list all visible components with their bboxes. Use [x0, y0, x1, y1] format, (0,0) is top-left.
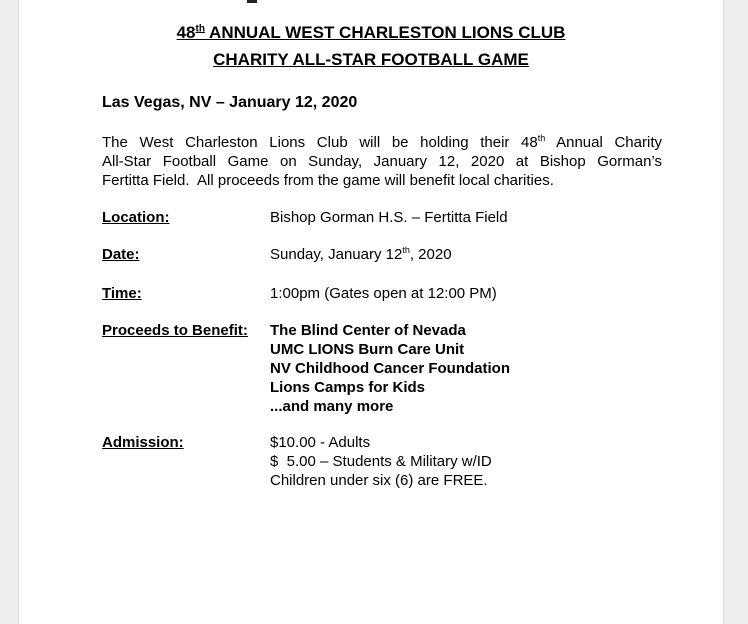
title-line-1-text: ANNUAL WEST CHARLESTON LIONS CLUB	[204, 23, 566, 42]
page-top-mark	[247, 0, 257, 3]
admission-label: Admission:	[102, 434, 184, 451]
location-label: Location:	[102, 209, 170, 226]
admission-list	[270, 433, 492, 490]
benefit-item: The Blind Center of Nevada	[270, 322, 466, 339]
benefit-list	[270, 321, 510, 416]
admission-item: $ 5.00 – Students & Military w/ID	[270, 453, 492, 470]
dateline: Las Vegas, NV – January 12, 2020	[102, 94, 358, 111]
date-ordinal-suffix: th	[402, 245, 410, 255]
benefit-item: ...and many more	[270, 398, 394, 415]
benefit-item: UMC LIONS Burn Care Unit	[270, 341, 465, 358]
intro-line-3: Fertitta Field. All proceeds from the game will benefit local charities.	[102, 172, 554, 189]
benefit-label: Proceeds to Benefit:	[102, 322, 248, 339]
date-value	[270, 245, 452, 264]
document-page	[18, 0, 724, 624]
intro-paragraph	[102, 133, 662, 190]
admission-item: Children under six (6) are FREE.	[270, 472, 488, 489]
title-line-1	[19, 22, 723, 44]
intro-line-2: All-Star Football Game on Sunday, January 12, 2020 at Bishop Gorman’s	[102, 153, 662, 170]
date-value-part-a: Sunday, January 12	[270, 246, 403, 263]
title-number: 48	[176, 23, 196, 42]
intro-line-1	[102, 133, 662, 152]
title-ordinal-suffix: th	[195, 23, 205, 35]
location-value: Bishop Gorman H.S. – Fertitta Field	[270, 209, 508, 226]
date-value-part-b: , 2020	[409, 246, 452, 263]
time-value: 1:00pm (Gates open at 12:00 PM)	[270, 285, 497, 302]
time-label: Time:	[102, 285, 142, 302]
title-line-2: CHARITY ALL-STAR FOOTBALL GAME	[213, 50, 529, 69]
date-label: Date:	[102, 246, 140, 263]
admission-item: $10.00 - Adults	[270, 434, 371, 451]
benefit-item: Lions Camps for Kids	[270, 379, 426, 396]
benefit-item: NV Childhood Cancer Foundation	[270, 360, 510, 377]
intro-line-1-part-b: Annual Charity	[545, 134, 662, 151]
intro-line-1-part-a: The West Charleston Lions Club will be holding their 48	[102, 134, 538, 151]
intro-ordinal-suffix: th	[537, 133, 546, 143]
